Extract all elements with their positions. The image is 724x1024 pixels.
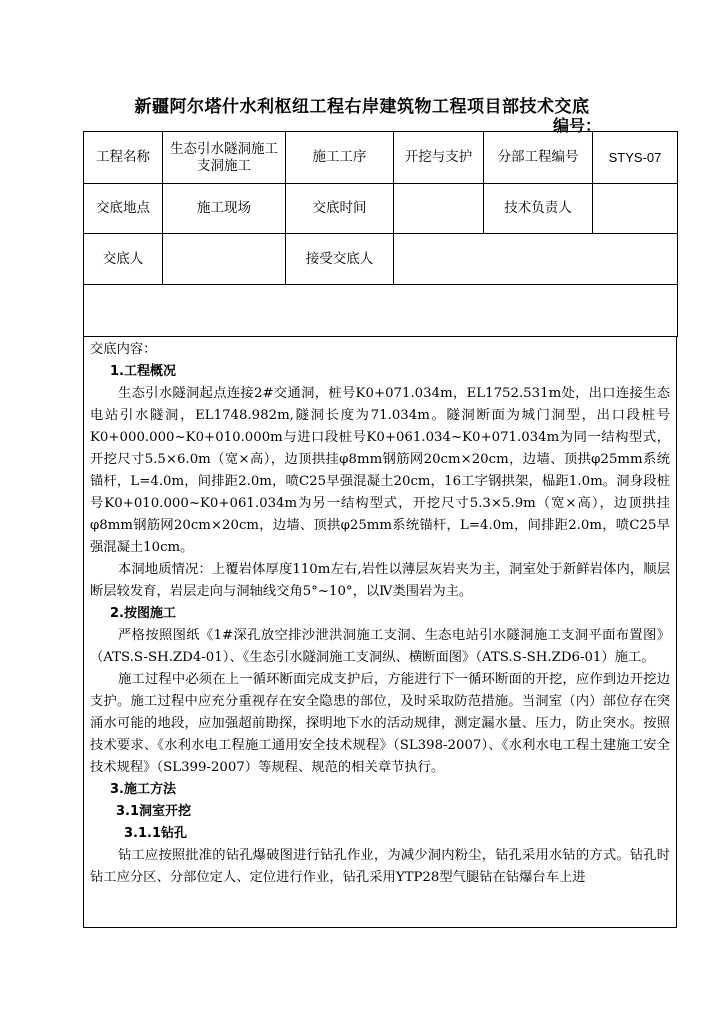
- section-1-paragraph-2: 本洞地质情况：上覆岩体厚度110m左右,岩性以薄层灰岩夹为主，洞室处于新鲜岩体内，顺层断层较发育，岩层走向与洞轴线交角5°~10°，以Ⅳ类围岩为主。: [90, 562, 670, 599]
- location-value: 施工现场: [163, 184, 286, 234]
- sub-project-no-label: 分部工程编号: [484, 132, 593, 184]
- section-1-paragraph-1: 生态引水隧洞起点连接2#交通洞，桩号K0+071.034m，EL1752.531m处，出口连接生态电站引水隧洞，EL1748.982m,隧洞长度为71.034m。隧洞断面为城门洞型，出口段桩号K0+000.000~K0+010.000m与进口段桩号K0+061.034~K0+071.034m为同一结构型式，开挖尺寸5.5×6.0m（宽×高），边顶拱挂φ8mm钢筋网20cm×20cm，边墙、顶拱φ25mm系统锚杆，L=4.0m，间排距2.0m，喷C25早强混凝土20cm，16工字钢拱架，榀距1.0m。洞身段桩号K0+010.000~K0+061.034m为另一结构型式，开挖尺寸5.3×5.9m（宽×高），边顶拱挂φ8mm钢筋网20cm×20cm，边墙、顶拱φ25mm系统锚杆，L=4.0m，间排距2.0m，喷C25早强混凝土10cm。: [90, 386, 670, 555]
- document-number-label: 编号：: [553, 116, 602, 135]
- project-name-value: 生态引水隧洞施工支洞施工: [163, 132, 286, 184]
- content-body: [84, 337, 676, 889]
- header-table: [83, 131, 678, 337]
- section-3-1-heading: 3.1洞室开挖: [116, 804, 192, 819]
- section-3-heading: 3.施工方法: [110, 782, 176, 797]
- section-3-1-1-paragraph-1: 钻工应按照批准的钻孔爆破图进行钻孔作业，为减少洞内粉尘，钻孔采用水钻的方式。钻孔时钻工应分区、分部位定人、定位进行作业，钻孔采用YTP28型气腿钻在钻爆台车上进: [90, 848, 670, 885]
- blank-cell: [84, 285, 678, 337]
- receiver-value: [394, 234, 678, 285]
- sub-project-no-value: STYS-07: [593, 132, 678, 184]
- section-2-heading: 2.按图施工: [110, 606, 176, 621]
- tech-lead-label: 技术负责人: [484, 184, 593, 234]
- content-intro: 交底内容：: [90, 342, 157, 357]
- project-name-label: 工程名称: [84, 132, 163, 184]
- document-title: 新疆阿尔塔什水利枢纽工程右岸建筑物工程项目部技术交底: [134, 97, 590, 117]
- time-value: [394, 184, 484, 234]
- header-row-location: [84, 184, 678, 234]
- header-row-discloser: [84, 234, 678, 285]
- procedure-value: 开挖与支护: [394, 132, 484, 184]
- time-label: 交底时间: [286, 184, 394, 234]
- section-2-paragraph-1: 严格按照图纸《1#深孔放空排沙泄洪洞施工支洞、生态电站引水隧洞施工支洞平面布置图》（ATS.S-SH.ZD4-01）、《生态引水隧洞施工支洞纵、横断面图》（ATS.S-SH.ZD6-01）施工。: [90, 628, 670, 665]
- discloser-label: 交底人: [84, 234, 163, 285]
- section-2-paragraph-2: 施工过程中必须在上一循环断面完成支护后，方能进行下一循环断面的开挖，应作到边开挖边支护。施工过程中应充分重视存在安全隐患的部位，及时采取防范措施。当洞室（内）部位存在突涌水可能的地段，应加强超前勘探，探明地下水的活动规律，测定漏水量、压力，防止突水。按照技术要求、《水利水电工程施工通用安全技术规程》（SL398-2007）、《水利水电工程土建施工安全技术规程》（SL399-2007）等规程、规范的相关章节执行。: [90, 672, 670, 775]
- header-row-project: [84, 132, 678, 184]
- receiver-label: 接受交底人: [286, 234, 394, 285]
- discloser-value: [163, 234, 286, 285]
- tech-lead-value: [593, 184, 678, 234]
- location-label: 交底地点: [84, 184, 163, 234]
- content-box: [83, 337, 677, 928]
- section-3-1-1-heading: 3.1.1钻孔: [124, 826, 188, 841]
- section-1-heading: 1.工程概况: [110, 364, 176, 379]
- procedure-label: 施工工序: [286, 132, 394, 184]
- header-row-blank: [84, 285, 678, 337]
